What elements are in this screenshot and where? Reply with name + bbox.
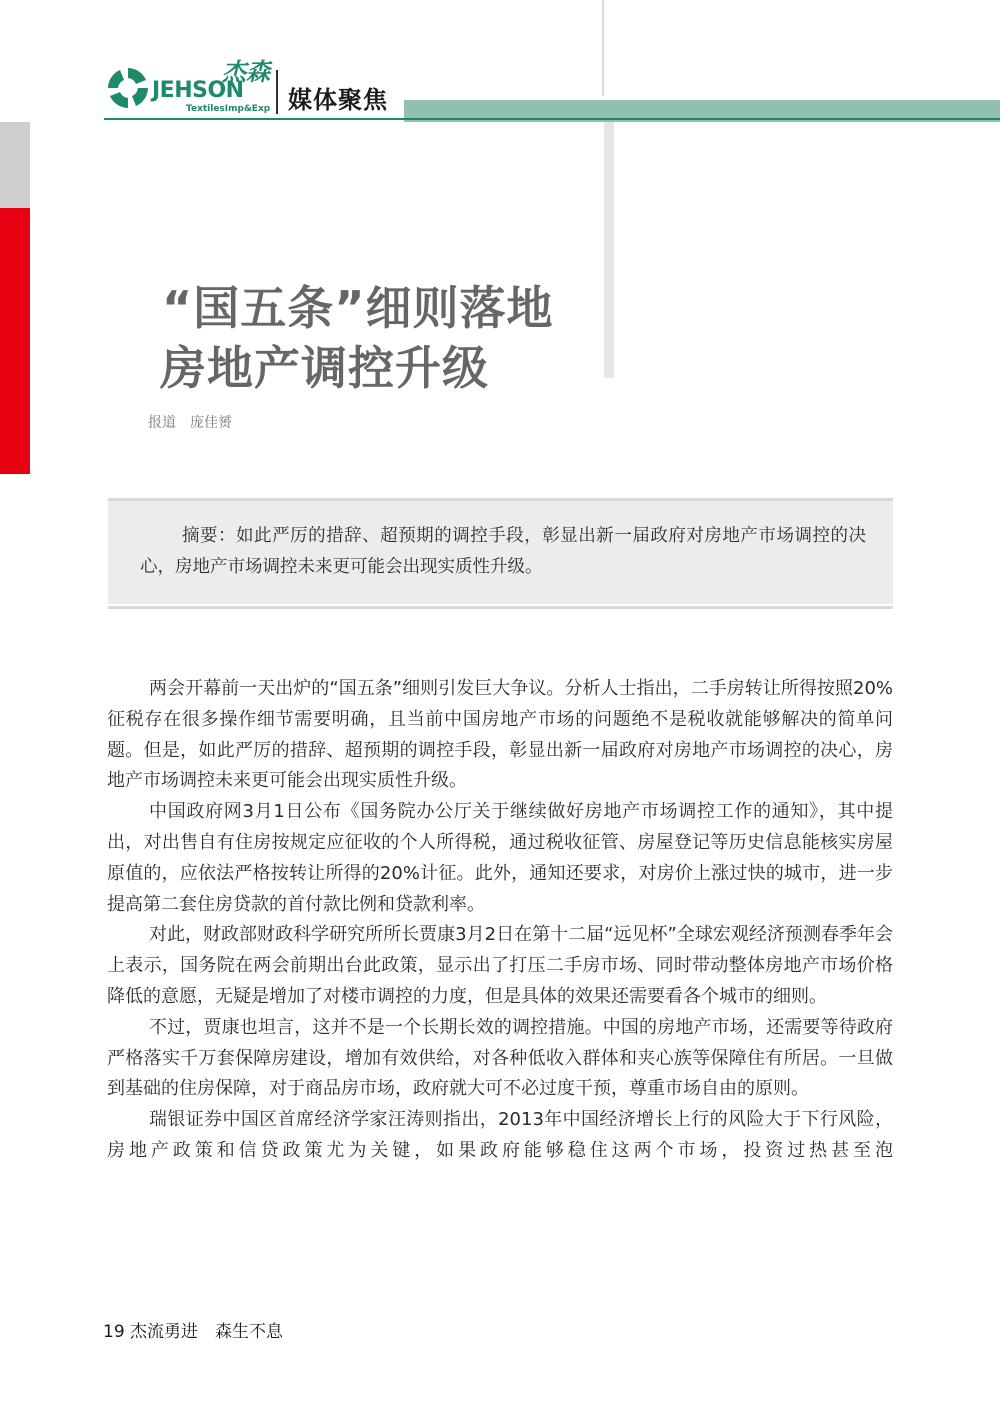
abstract-text: 摘要：如此严厉的措辞、超预期的调控手段，彰显出新一届政府对房地产市场调控的决心，房地产市场调控未来更可能会出现实质性升级。	[140, 526, 866, 577]
page-footer	[103, 1317, 283, 1342]
logo-subtitle: TextilesImp&Exp	[186, 104, 271, 114]
edge-bar-red	[0, 208, 30, 474]
article-body	[107, 674, 893, 1167]
vertical-rule-thick	[604, 118, 614, 378]
article-title-line-1: “国五条”细则落地	[162, 281, 554, 335]
body-paragraph: 瑞银证券中国区首席经济学家汪涛则指出，2013年中国经济增长上行的风险大于下行风险，房地产政策和信贷政策尤为关键，如果政府能够稳住这两个市场，投资过热甚至泡	[107, 1109, 893, 1161]
section-title: 媒体聚焦	[288, 86, 388, 114]
header-underline	[104, 118, 1000, 120]
body-paragraph: 对此，财政部财政科学研究所所长贾康3月2日在第十二届“远见杯”全球宏观经济预测春季年会上表示，国务院在两会前期出台此政策，显示出了打压二手房市场、同时带动整体房地产市场价格降低的意愿，无疑是增加了对楼市调控的力度，但是具体的效果还需要看各个城市的细则。	[107, 924, 893, 1007]
edge-bar-gray	[0, 122, 30, 208]
abstract-bottom-rule	[108, 606, 893, 609]
abstract-top-rule	[108, 498, 893, 501]
body-paragraph: 两会开幕前一天出炉的“国五条”细则引发巨大争议。分析人士指出，二手房转让所得按照20%征税存在很多操作细节需要明确，且当前中国房地产市场的问题绝不是税收就能够解决的简单问题。但是，如此严厉的措辞、超预期的调控手段，彰显出新一届政府对房地产市场调控的决心，房地产市场调控未来更可能会出现实质性升级。	[107, 678, 893, 792]
byline: 报道 庞佳赟	[148, 415, 232, 431]
footer-slogan: 杰流勇进 森生不息	[130, 1322, 284, 1342]
vertical-rule-thin	[602, 0, 604, 96]
logo-wordmark: JEHSON	[152, 78, 244, 103]
header-divider	[276, 70, 278, 114]
body-paragraph: 中国政府网3月1日公布《国务院办公厅关于继续做好房地产市场调控工作的通知》，其中提出，对出售自有住房按规定应征收的个人所得税，通过税收征管、房屋登记等历史信息能核实房屋原值的，应依法严格按转让所得的20%计征。此外，通知还要求，对房价上涨过快的城市，进一步提高第二套住房贷款的首付款比例和贷款利率。	[107, 801, 893, 915]
page-number: 19	[103, 1322, 125, 1342]
body-paragraph: 不过，贾康也坦言，这并不是一个长期长效的调控措施。中国的房地产市场，还需要等待政府严格落实千万套保障房建设，增加有效供给，对各种低收入群体和夹心族等保障住有所居。一旦做到基础的住房保障，对于商品房市场，政府就大可不必过度干预，尊重市场自由的原则。	[107, 1016, 893, 1100]
article-title-line-2: 房地产调控升级	[160, 341, 489, 395]
logo-chinese: 杰森	[222, 57, 270, 86]
logo-mark-icon	[106, 66, 150, 110]
